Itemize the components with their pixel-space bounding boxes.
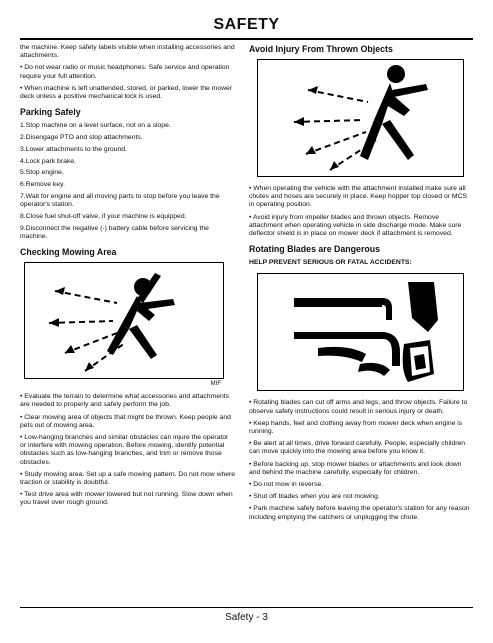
person-thrown-objects-icon	[25, 263, 223, 378]
list-item: 5.Stop engine.	[20, 169, 64, 177]
blades-paragraph: • Before backing up, stop mower blades or attachments and look down and behind the machine carefully, especially for children.	[249, 460, 462, 476]
left-column	[20, 44, 236, 512]
blades-heading: Rotating Blades are Dangerous	[249, 244, 381, 255]
list-item: 7.Wait for engine and all moving parts to stop before you leave the operator's station.	[20, 193, 220, 209]
person-thrown-objects-icon	[258, 60, 463, 176]
parking-heading: Parking Safely	[20, 107, 81, 118]
blades-paragraph: • Park machine safely before leaving the operator's station for any reason including emptying the catchers or unplugging the chute.	[249, 505, 470, 521]
blades-paragraph: • Shut off blades when you are not mowing.	[249, 493, 380, 501]
list-item: 4.Lock park brake.	[20, 157, 76, 165]
mowing-paragraph: • Test drive area with mower lowered but not running. Slow down when you travel over rough ground.	[20, 491, 233, 507]
list-item: 2.Disengage PTO and stop attachments.	[20, 134, 143, 142]
list-item: 1.Stop machine on a level surface, not on a slope.	[20, 122, 171, 130]
thrown-objects-figure-2	[257, 59, 464, 177]
intro-paragraph: • When machine is left unattended, stored, or parked, lower the mower deck unless a positive mechanical lock is used.	[20, 84, 233, 101]
intro-paragraph: • Do not wear radio or music headphones. Safe service and operation require your full attention.	[20, 64, 230, 80]
mowing-heading: Checking Mowing Area	[20, 247, 117, 258]
blades-subheading: HELP PREVENT SERIOUS OR FATAL ACCIDENTS:	[249, 259, 412, 267]
thrown-objects-figure	[24, 262, 224, 388]
parking-steps-list	[20, 122, 236, 241]
page-number: Safety - 3	[225, 612, 268, 623]
thrown-paragraph: • When operating the vehicle with the attachment installed make sure all chutes and hoses are securely in place. Keep hopper top closed or MCS in operating position.	[249, 185, 468, 209]
intro-paragraph: the machine. Keep safety labels visible when installing accessories and attachments.	[20, 44, 235, 60]
thrown-paragraph: • Avoid injury from impeller blades and thrown objects. Remove attachment when operating vehicle in side discharge mode. Make sure deflector shield is in place on mower deck if attachment is removed.	[249, 213, 462, 238]
figure-label: MIF	[210, 381, 221, 388]
list-item: 6.Remove key.	[20, 181, 65, 189]
mowing-paragraph: • Study mowing area. Set up a safe mowing pattern. Do not mow where traction or stability is doubtful.	[20, 470, 236, 487]
blades-paragraph: • Rotating blades can cut off arms and legs, and throw objects. Failure to observe safety instructions could result in serious injury or death.	[249, 399, 468, 415]
list-item: 3.Lower attachments to the ground.	[20, 145, 127, 153]
blades-paragraph: • Do not mow in reverse.	[249, 481, 324, 489]
blades-paragraph: • Be alert at all times, drive forward carefully. People, especially children can move quickly into the mowing area before you know it.	[249, 440, 466, 456]
list-item: 9.Disconnect the negative (-) battery cable before servicing the machine.	[20, 224, 209, 240]
right-column	[249, 44, 472, 526]
mowing-paragraph: • Clear mowing area of objects that might be thrown. Keep people and pets out of mowing area.	[20, 413, 231, 429]
thrown-heading: Avoid Injury From Thrown Objects	[249, 44, 393, 54]
page-title: SAFETY	[213, 16, 280, 33]
list-item: 8.Close fuel shut-off valve, if your machine is equipped.	[20, 213, 187, 220]
mowing-paragraph: • Evaluate the terrain to determine what accessories and attachments are needed to properly and safely perform the job.	[20, 393, 230, 409]
rotating-blade-hand-icon	[258, 274, 463, 390]
rotating-blades-figure	[257, 273, 464, 391]
mowing-paragraph: • Low-hanging branches and similar obstacles can injure the operator or interfere with mowing operation. Before mowing, identify potential obstacles such as low-hanging branches, and trim or remove those obstacles.	[20, 434, 229, 466]
blades-paragraph: • Keep hands, feet and clothing away from mower deck when engine is running.	[249, 419, 463, 436]
header-divider	[20, 38, 473, 40]
footer-divider	[20, 607, 473, 608]
